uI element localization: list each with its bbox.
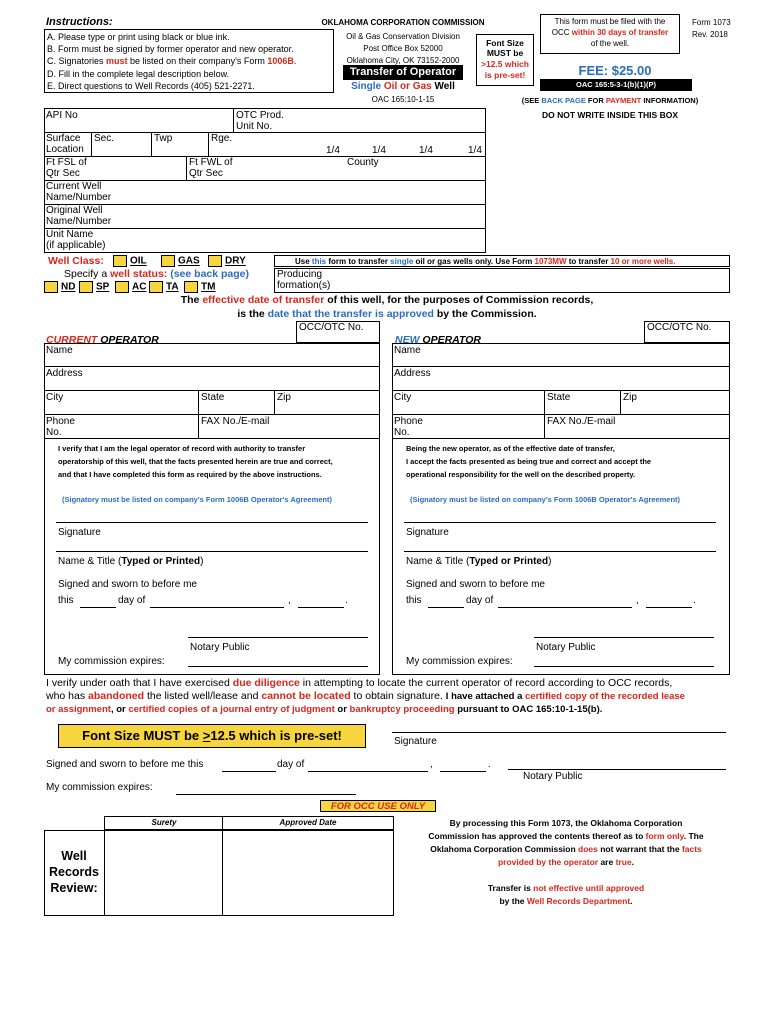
current-commission-field[interactable]	[188, 666, 368, 667]
current-signature-line[interactable]	[56, 522, 368, 523]
new-period: .	[693, 595, 696, 606]
ft-fsl-label: Ft FSL of Qtr Sec	[46, 157, 87, 179]
font-size-banner: Font Size MUST be >12.5 which is pre-set!	[58, 724, 366, 748]
ft-fwl-label: Ft FWL of Qtr Sec	[189, 157, 233, 179]
new-fax-label: FAX No./E-mail	[547, 416, 616, 427]
approved-date-header: Approved Date	[279, 818, 337, 827]
new-notary-line[interactable]	[534, 637, 714, 638]
ac-checkbox[interactable]	[115, 281, 129, 293]
new-commission-field[interactable]	[534, 666, 714, 667]
current-name-title-line[interactable]	[56, 551, 368, 552]
fee-amount: FEE: $25.00	[578, 63, 652, 78]
form-number: Form 1073	[692, 18, 731, 27]
nd-checkbox[interactable]	[44, 281, 58, 293]
dd-sworn-label: Signed and sworn to before me this	[46, 759, 204, 770]
new-state-label: State	[547, 392, 571, 403]
form-revision: Rev. 2018	[692, 30, 728, 39]
current-notary-label: Notary Public	[190, 642, 250, 653]
new-commission-label: My commission expires:	[406, 656, 513, 667]
dd-notary-line[interactable]	[508, 769, 726, 770]
processing-note: By processing this Form 1073, the Oklahoma Corporation Commission has approved the contents thereof as to form only. The Oklahoma Corporation Commission does not warrant that the facts provided by the operator are true.	[428, 818, 704, 867]
new-notary-label: Notary Public	[536, 642, 596, 653]
oac-citation: OAC 165:10-1-15	[371, 95, 435, 104]
transfer-note: Transfer is not effective until approved by the Well Records Department.	[487, 883, 645, 906]
new-name-label: Name	[394, 345, 421, 356]
current-name-label: Name	[46, 345, 73, 356]
form-subtitle: Single Oil or Gas Well	[351, 81, 455, 92]
current-month-field[interactable]	[150, 607, 284, 608]
current-address-label: Address	[46, 368, 83, 379]
tm-checkbox[interactable]	[184, 281, 198, 293]
current-year-field[interactable]	[298, 607, 344, 608]
surety-header: Surety	[151, 818, 177, 827]
dd-period: .	[488, 759, 491, 770]
rge-label: Rge.	[211, 133, 233, 144]
instruction-c: C. Signatories must be listed on their company's Form 1006B.	[47, 56, 297, 66]
due-diligence-line1: I verify under oath that I have exercised due diligence in attempting to locate the current operator of record according to OCC records,	[46, 677, 673, 689]
current-fax-label: FAX No./E-mail	[201, 416, 270, 427]
due-diligence-line3: or assignment, or certified copies of a journal entry of judgment or bankruptcy proceeding pursuant to OAC 165:10-1-15(b).	[46, 704, 603, 715]
new-city-label: City	[394, 392, 412, 403]
gas-checkbox[interactable]	[161, 255, 175, 267]
current-day-of-label: day of	[118, 595, 146, 606]
new-month-field[interactable]	[498, 607, 632, 608]
well-records-review-label: Well Records Review:	[48, 849, 100, 895]
po-box: Post Office Box 52000	[363, 44, 443, 53]
status-ta[interactable]: TA	[149, 281, 179, 294]
current-signatory-note: (Signatory must be listed on company's Form 1006B Operator's Agreement)	[62, 495, 333, 504]
instruction-b: B. Form must be signed by former operator and new operator.	[47, 44, 294, 54]
current-sworn-label: Signed and sworn to before me	[58, 579, 197, 590]
new-phone-label: Phone No.	[394, 416, 423, 438]
status-sp[interactable]: SP	[79, 281, 109, 294]
status-nd[interactable]: ND	[44, 281, 75, 294]
api-no-label: API No	[46, 110, 78, 121]
font-size-note: Font Size MUST be >12.5 which is pre-set!	[476, 34, 534, 86]
twp-label: Twp	[154, 133, 173, 144]
current-well-label: Current Well Name/Number	[46, 181, 112, 203]
dd-month-field[interactable]	[308, 771, 428, 772]
fee-oac: OAC 165:5-3-1(b)(1)(P)	[540, 79, 692, 91]
new-comma: ,	[636, 595, 639, 606]
new-this-label: this	[406, 595, 422, 606]
dd-signature-line[interactable]	[392, 732, 726, 733]
current-name-title-label: Name & Title (Typed or Printed)	[58, 556, 204, 567]
new-year-field[interactable]	[646, 607, 692, 608]
unit-name-label: Unit Name (if applicable)	[46, 229, 106, 251]
current-city-label: City	[46, 392, 64, 403]
otc-prod-unit-label: OTC Prod. Unit No.	[236, 110, 284, 132]
original-well-label: Original Well Name/Number	[46, 205, 112, 227]
new-name-title-line[interactable]	[404, 551, 716, 552]
new-day-of-label: day of	[466, 595, 494, 606]
dd-commission-field[interactable]	[176, 794, 356, 795]
filing-deadline-note: This form must be filed with the OCC within 30 days of transfer of the well.	[540, 14, 680, 54]
dd-signature-label: Signature	[394, 736, 437, 747]
sec-label: Sec.	[94, 133, 115, 144]
county-label: County	[347, 157, 379, 168]
quarter-3: 1/4	[419, 145, 433, 156]
current-operator-heading: CURRENT OPERATOR	[46, 334, 159, 346]
current-day-field[interactable]	[80, 607, 116, 608]
current-signature-label: Signature	[58, 527, 101, 538]
current-this-label: this	[58, 595, 74, 606]
new-verify-text: Being the new operator, as of the effective date of transfer, I accept the facts presented as being true and correct and accept the operational responsibility for the well on the described property.	[406, 444, 652, 479]
effective-date-line2: is the date that the transfer is approved by the Commission.	[237, 308, 537, 320]
new-signature-line[interactable]	[404, 522, 716, 523]
current-phone-label: Phone No.	[46, 416, 75, 438]
effective-date-line1: The effective date of transfer of this well, for the purposes of Commission records,	[180, 294, 594, 306]
dry-checkbox[interactable]	[208, 255, 222, 267]
current-occ-no-field[interactable]: OCC/OTC No.	[296, 321, 380, 343]
current-zip-label: Zip	[277, 392, 291, 403]
dd-day-field[interactable]	[222, 771, 276, 772]
instructions-title: Instructions:	[46, 16, 113, 28]
quarter-1: 1/4	[326, 145, 340, 156]
sp-checkbox[interactable]	[79, 281, 93, 293]
dd-year-field[interactable]	[440, 771, 486, 772]
current-commission-label: My commission expires:	[58, 656, 165, 667]
well-class-dry[interactable]: DRY	[208, 255, 246, 268]
quarter-2: 1/4	[372, 145, 386, 156]
form-title: Transfer of Operator	[343, 65, 463, 80]
current-period: .	[345, 595, 348, 606]
instruction-a: A. Please type or print using black or blue ink.	[47, 32, 230, 42]
instruction-e: E. Direct questions to Well Records (405) 521-2271.	[47, 81, 255, 91]
city-zip: Oklahoma City, OK 73152-2000	[346, 56, 460, 65]
see-back-page: (SEE BACK PAGE FOR PAYMENT INFORMATION)	[521, 96, 699, 105]
due-diligence-line2: who has abandoned the listed well/lease and cannot be located to obtain signature. I have attached a certified copy of the recorded lease	[46, 690, 685, 702]
use-form-note: Use this form to transfer single oil or gas wells only. Use Form 1073MW to transfer 10 or more wells.	[274, 255, 730, 267]
instructions-box	[44, 29, 334, 93]
surety-field[interactable]	[105, 831, 221, 915]
current-comma: ,	[288, 595, 291, 606]
current-state-label: State	[201, 392, 225, 403]
ta-checkbox[interactable]	[149, 281, 163, 293]
well-class-label: Well Class:	[48, 255, 104, 267]
new-occ-no-field[interactable]: OCC/OTC No.	[644, 321, 730, 343]
quarter-4: 1/4	[468, 145, 482, 156]
well-class-gas[interactable]: GAS	[161, 255, 200, 268]
do-not-write-label: DO NOT WRITE INSIDE THIS BOX	[541, 110, 678, 120]
surface-location-label: Surface Location	[46, 133, 84, 155]
dd-notary-label: Notary Public	[523, 771, 583, 782]
new-sworn-label: Signed and sworn to before me	[406, 579, 545, 590]
dd-comma: ,	[430, 759, 433, 770]
producing-formation-field[interactable]: Producing formation(s)	[274, 268, 730, 293]
division-name: Oil & Gas Conservation Division	[346, 32, 460, 41]
new-operator-heading: NEW OPERATOR	[395, 334, 481, 346]
new-day-field[interactable]	[428, 607, 464, 608]
new-signatory-note: (Signatory must be listed on company's Form 1006B Operator's Agreement)	[410, 495, 681, 504]
status-tm[interactable]: TM	[184, 281, 215, 294]
oil-checkbox[interactable]	[113, 255, 127, 267]
well-class-oil[interactable]: OIL	[113, 255, 147, 268]
status-ac[interactable]: AC	[115, 281, 146, 294]
new-zip-label: Zip	[623, 392, 637, 403]
dd-day-of-label: day of	[277, 759, 305, 770]
instruction-d: D. Fill in the complete legal description below.	[47, 69, 230, 79]
agency-name: OKLAHOMA CORPORATION COMMISSION	[321, 18, 485, 27]
current-notary-line[interactable]	[188, 637, 368, 638]
specify-status-label: Specify a well status: (see back page)	[64, 268, 250, 280]
approved-date-field[interactable]	[223, 831, 393, 915]
new-name-title-label: Name & Title (Typed or Printed)	[406, 556, 552, 567]
new-address-label: Address	[394, 368, 431, 379]
occ-use-label: FOR OCC USE ONLY	[320, 800, 436, 812]
dd-commission-label: My commission expires:	[46, 782, 153, 793]
current-verify-text: I verify that I am the legal operator of record with authority to transfer operatorship of this well, that the facts presented herein are true and correct, and that I have completed this form as required by the above instructions.	[58, 444, 333, 479]
new-signature-label: Signature	[406, 527, 449, 538]
